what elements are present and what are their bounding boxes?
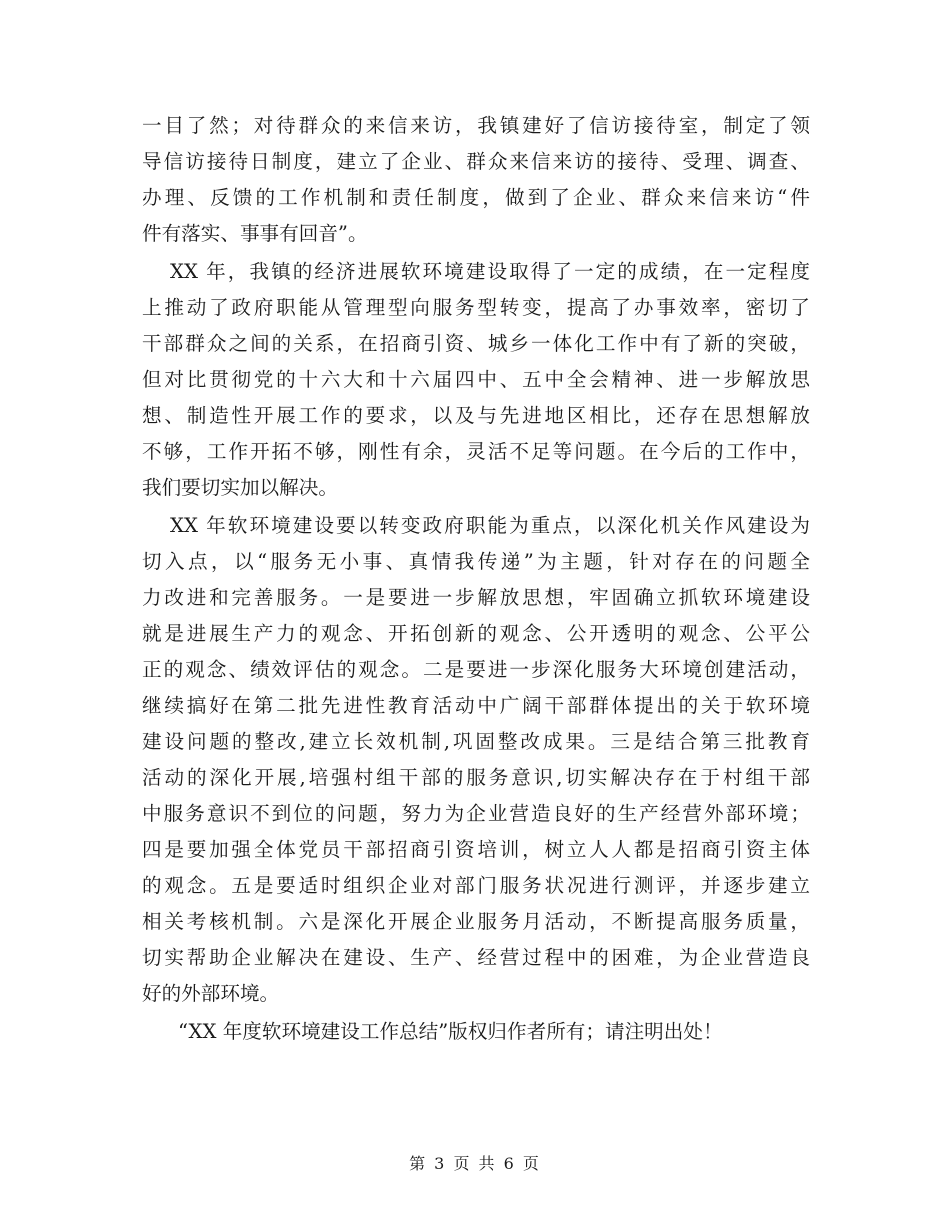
paragraph-start-line: XX 年软环境建设要以转变政府职能为重点，以深化机关作风建设为 (170, 514, 810, 537)
copyright-notice: “XX 年度软环境建设工作总结”版权归作者所有；请注明出处！ (178, 1020, 723, 1043)
text-line: 好的外部环境。 (142, 982, 280, 1005)
text-line: 建设问题的整改,建立长效机制,巩固整改成果。三是结合第三批教育 (142, 730, 810, 753)
text-line: 但对比贯彻党的十六大和十六届四中、五中全会精神、进一步解放思 (142, 368, 810, 391)
text-line: 继续搞好在第二批先进性教育活动中广阔干部群体提出的关于软环境 (142, 694, 810, 717)
paragraph-start-line: XX 年，我镇的经济进展软环境建设取得了一定的成绩，在一定程度 (170, 260, 810, 283)
text-line: 上推动了政府职能从管理型向服务型转变，提高了办事效率，密切了 (142, 296, 810, 319)
text-line: 就是进展生产力的观念、开拓创新的观念、公开透明的观念、公平公 (142, 622, 810, 645)
text-line: 切入点，以“服务无小事、真情我传递”为主题，针对存在的问题全 (142, 550, 810, 573)
text-line: 正的观念、绩效评估的观念。二是要进一步深化服务大环境创建活动， (142, 658, 810, 681)
text-line: 切实帮助企业解决在建设、生产、经营过程中的困难，为企业营造良 (142, 946, 810, 969)
text-line: 活动的深化开展,培强村组干部的服务意识,切实解决存在于村组干部 (142, 766, 810, 789)
text-line: 力改进和完善服务。一是要进一步解放思想，牢固确立抓软环境建设 (142, 586, 810, 609)
text-line: 一目了然；对待群众的来信来访，我镇建好了信访接待室，制定了领 (142, 114, 810, 137)
text-line: 不够，工作开拓不够，刚性有余，灵活不足等问题。在今后的工作中， (142, 440, 810, 463)
text-line: 相关考核机制。六是深化开展企业服务月活动，不断提高服务质量， (142, 910, 810, 933)
text-line: 中服务意识不到位的问题，努力为企业营造良好的生产经营外部环境； (142, 802, 810, 825)
text-line: 四是要加强全体党员干部招商引资培训，树立人人都是招商引资主体 (142, 838, 810, 861)
text-line: 我们要切实加以解决。 (142, 476, 338, 499)
text-line: 的观念。五是要适时组织企业对部门服务状况进行测评，并逐步建立 (142, 874, 810, 897)
text-line: 办理、反馈的工作机制和责任制度，做到了企业、群众来信来访“件 (142, 186, 810, 209)
text-line: 导信访接待日制度，建立了企业、群众来信来访的接待、受理、调查、 (142, 150, 810, 173)
page-number-footer: 第 3 页 共 6 页 (409, 1154, 541, 1173)
text-line: 想、制造性开展工作的要求，以及与先进地区相比，还存在思想解放 (142, 404, 810, 427)
text-line: 件有落实、事事有回音”。 (142, 222, 368, 245)
text-line: 干部群众之间的关系，在招商引资、城乡一体化工作中有了新的突破， (142, 332, 810, 355)
